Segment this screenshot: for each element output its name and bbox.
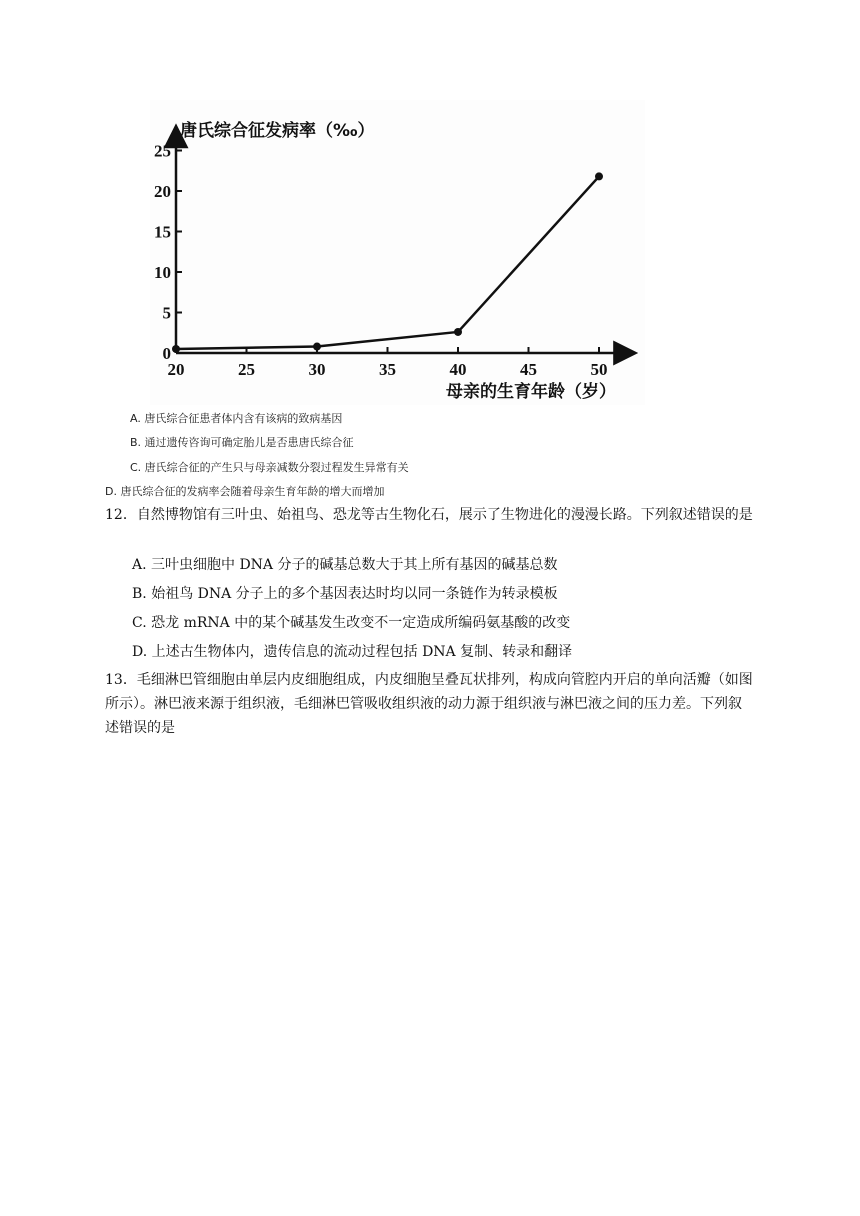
y-axis-label: 唐氏综合征发病率（‰） <box>180 121 375 141</box>
x-tick-label: 40 <box>449 360 467 379</box>
x-tick-label: 50 <box>590 360 608 379</box>
x-tick-label: 35 <box>379 360 396 379</box>
q12-option-c: C. 恐龙 mRNA 中的某个碱基发生改变不一定造成所编码氨基酸的改变 <box>132 615 571 631</box>
x-tick-label: 25 <box>238 360 255 379</box>
q11-option-c: C. 唐氏综合征的产生只与母亲减数分裂过程发生异常有关 <box>130 461 409 474</box>
q12-option-b: B. 始祖鸟 DNA 分子上的多个基因表达时均以同一条链作为转录模板 <box>132 586 558 602</box>
q13-stem: 13．毛细淋巴管细胞由单层内皮细胞组成，内皮细胞呈叠瓦状排列，构成向管腔内开启的单向活瓣（如图所示）。淋巴液来源于组织液，毛细淋巴管吸收组织液的动力源于组织液与淋巴液之间的压力差。下列叙述错误的是 <box>105 672 753 736</box>
q12-option-a: A. 三叶虫细胞中 DNA 分子的碱基总数大于其上所有基因的碱基总数 <box>132 557 558 573</box>
y-tick-label: 10 <box>154 263 171 282</box>
line-chart-figure <box>150 100 645 405</box>
q11-option-d: D. 唐氏综合征的发病率会随着母亲生育年龄的增大而增加 <box>105 485 385 498</box>
x-tick-label: 30 <box>308 360 326 379</box>
data-point <box>313 343 321 351</box>
data-point <box>172 345 180 353</box>
y-tick-label: 15 <box>154 222 171 242</box>
x-axis-label: 母亲的生育年龄（岁） <box>446 382 616 402</box>
data-point <box>595 172 603 180</box>
q12-option-d: D. 上述古生物体内，遗传信息的流动过程包括 DNA 复制、转录和翻译 <box>132 644 573 660</box>
q11-option-a: A. 唐氏综合征患者体内含有该病的致病基因 <box>130 412 343 425</box>
series-line <box>176 176 599 349</box>
q12-stem: 12．自然博物馆有三叶虫、始祖鸟、恐龙等古生物化石，展示了生物进化的漫漫长路。下列叙述错误的是 <box>105 507 753 523</box>
y-tick-label: 20 <box>154 182 171 201</box>
y-tick-label: 0 <box>162 344 171 363</box>
y-tick-label: 25 <box>154 141 171 161</box>
x-tick-label: 20 <box>167 360 185 379</box>
data-point <box>454 328 462 336</box>
incidence-chart <box>150 100 645 405</box>
q11-option-b: B. 通过遗传咨询可确定胎儿是否患唐氏综合征 <box>130 436 354 449</box>
x-tick-label: 45 <box>520 360 537 379</box>
y-tick-label: 5 <box>162 303 171 323</box>
